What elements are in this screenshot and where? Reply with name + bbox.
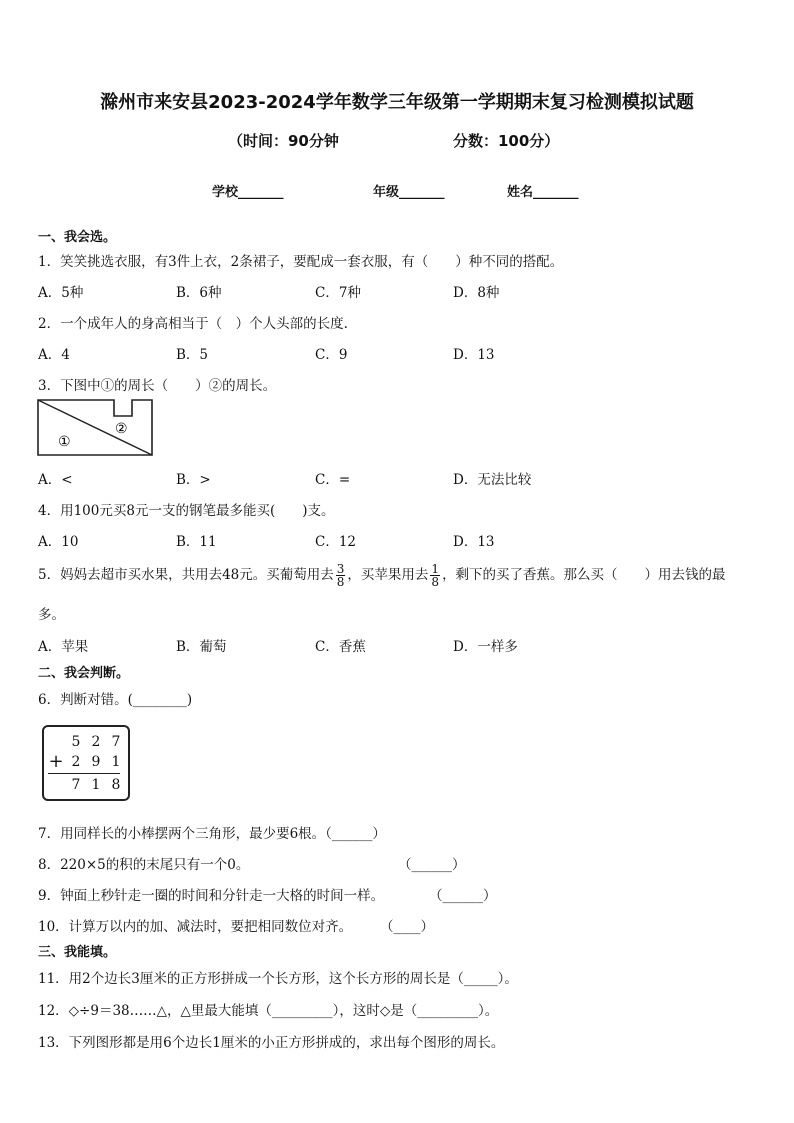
- q4-option-b: B．11: [176, 534, 217, 550]
- q4-option-a: A．10: [38, 534, 79, 550]
- q1-option-d: D．8种: [453, 285, 500, 301]
- q4-option-d: D．13: [453, 534, 495, 550]
- question-6: 6．判断对错。(________): [38, 692, 193, 708]
- q3-option-c: C．=: [315, 472, 351, 488]
- q5-option-b: B．葡萄: [176, 639, 227, 655]
- q5-part-1: 5．妈妈去超市买水果，共用去48元。买葡萄用去: [38, 567, 334, 583]
- fraction-one-eighth: $\frac{1}{8}$: [431, 562, 440, 589]
- question-12: 12．◇÷9＝38……△，△里最大能填（_________），这时◇是（_________）。: [38, 1003, 499, 1019]
- region-1-label: ①: [58, 434, 71, 450]
- question-13: 13．下列图形都是用6个边长1厘米的小正方形拼成的，求出每个图形的周长。: [38, 1035, 505, 1051]
- fraction-three-eighths: $\frac{3}{8}$: [336, 562, 345, 589]
- grade-field: 年级_______: [373, 185, 445, 200]
- q3-option-b: B．>: [176, 472, 211, 488]
- name-field: 姓名_______: [507, 185, 579, 200]
- q9-answer-blank: （______）: [429, 888, 497, 904]
- exam-score: 分数：100分）: [453, 132, 560, 150]
- q2-option-d: D．13: [453, 347, 495, 363]
- q5-option-d: D．一样多: [453, 639, 518, 655]
- q2-option-b: B．5: [176, 347, 209, 363]
- figure-diagonal: [38, 400, 152, 455]
- q3-option-d: D．无法比较: [453, 472, 532, 488]
- q4-option-c: C．12: [315, 534, 357, 550]
- q8-answer-blank: （______）: [398, 857, 466, 873]
- question-8: 8．220×5的积的末尾只有一个0。: [38, 857, 250, 873]
- exam-time: （时间：90分钟: [228, 132, 339, 150]
- q3-option-a: A．<: [38, 472, 73, 488]
- q1-option-c: C．7种: [315, 285, 361, 301]
- question-5: [38, 558, 726, 592]
- q5-continuation: 多。: [38, 607, 65, 623]
- q2-option-a: A．4: [38, 347, 70, 363]
- q1-option-a: A．5种: [38, 285, 84, 301]
- question-3: 3．下图中①的周长（ ）②的周长。: [38, 378, 277, 394]
- perimeter-figure: [36, 398, 156, 458]
- page-title: 滁州市来安县2023-2024学年数学三年级第一学期期末复习检测模拟试题: [100, 92, 694, 113]
- sum-line: [48, 773, 120, 774]
- section-heading-choice: 一、我会选。: [38, 230, 117, 245]
- q5-part-2: ，买苹果用去: [347, 567, 429, 583]
- q1-option-b: B．6种: [176, 285, 222, 301]
- school-field: 学校_______: [212, 185, 284, 200]
- q10-answer-blank: （____）: [380, 919, 434, 935]
- question-11: 11．用2个边长3厘米的正方形拼成一个长方形，这个长方形的周长是（_____）。: [38, 971, 518, 987]
- q5-option-a: A．苹果: [38, 639, 89, 655]
- question-7: 7．用同样长的小棒摆两个三角形，最少要6根。（______）: [38, 826, 386, 842]
- section-heading-fill: 三、我能填。: [38, 945, 117, 960]
- vertical-addition-box: 5 2 7 + 2 9 1 7 1 8: [42, 725, 130, 801]
- q5-part-3: ，剩下的买了香蕉。那么买（ ）用去钱的最: [442, 567, 726, 583]
- question-4: 4．用100元买8元一支的钢笔最多能买( )支。: [38, 503, 335, 519]
- q5-option-c: C．香蕉: [315, 639, 366, 655]
- q2-option-c: C．9: [315, 347, 348, 363]
- question-1: 1．笑笑挑选衣服，有3件上衣，2条裙子，要配成一套衣服，有（ ）种不同的搭配。: [38, 254, 564, 270]
- question-9: 9．钟面上秒针走一圈的时间和分针走一大格的时间一样。: [38, 888, 385, 904]
- question-10: 10．计算万以内的加、减法时，要把相同数位对齐。: [38, 919, 353, 935]
- region-2-label: ②: [115, 421, 128, 437]
- section-heading-judge: 二、我会判断。: [38, 666, 130, 681]
- question-2: 2．一个成年人的身高相当于（ ）个人头部的长度.: [38, 316, 348, 332]
